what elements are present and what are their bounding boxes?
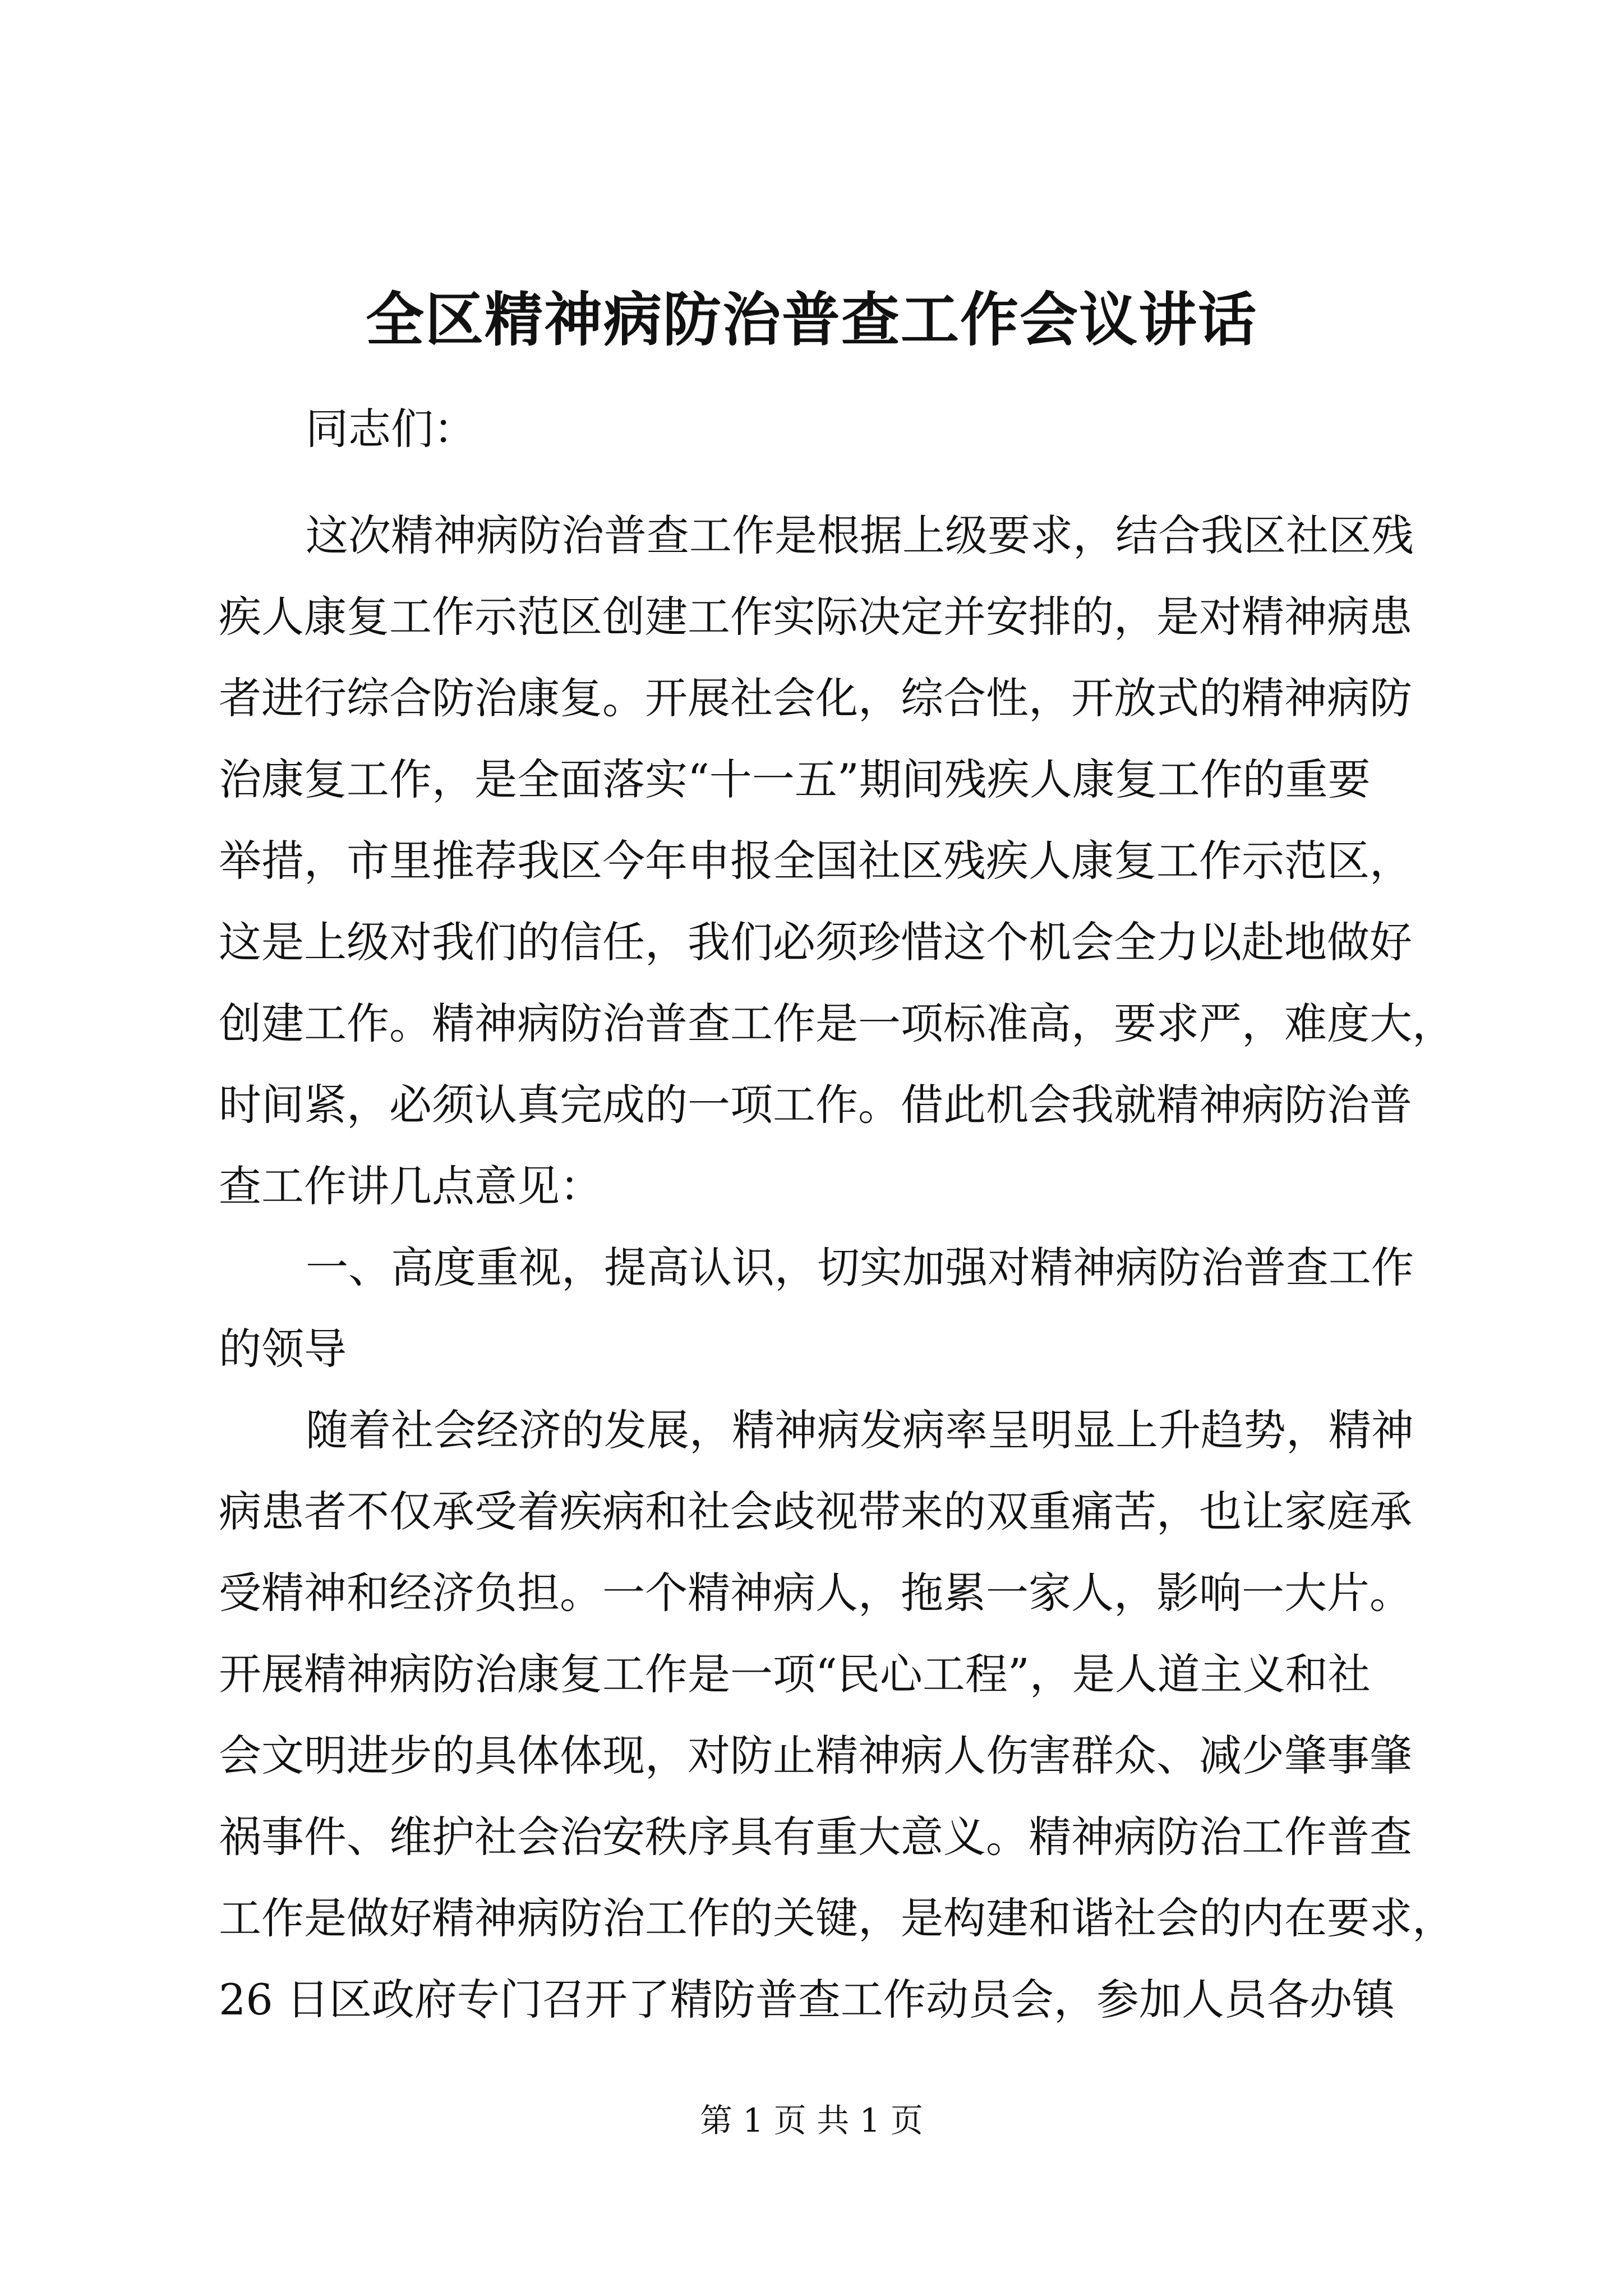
body-line: 时间紧，必须认真完成的一项工作。借此机会我就精神病防治普 [219,1080,1412,1130]
document-title: 全区精神病防治普查工作会议讲话 [365,285,1257,354]
page-footer: 第 1 页 共 1 页 [700,2101,923,2139]
body-line: 会文明进步的具体体现，对防止精神病人伤害群众、减少肇事肇 [219,1731,1412,1780]
body-line: 疾人康复工作示范区创建工作实际决定并安排的，是对精神病患 [219,592,1412,642]
salutation-line: 同志们： [306,404,476,454]
body-line: 病患者不仅承受着疾病和社会歧视带来的双重痛苦，也让家庭承 [219,1487,1412,1536]
body-line: 随着社会经济的发展，精神病发病率呈明显上升趋势，精神 [306,1405,1414,1455]
body-line: 者进行综合防治康复。开展社会化，综合性，开放式的精神病防 [219,673,1412,723]
body-line: 创建工作。精神病防治普查工作是一项标准高，要求严，难度大， [219,999,1455,1048]
body-line: 26 日区政府专门召开了精防普查工作动员会，参加人员各办镇 [219,1975,1395,2024]
body-line: 这次精神病防治普查工作是根据上级要求，结合我区社区残 [306,510,1414,560]
body-line: 这是上级对我们的信任，我们必须珍惜这个机会全力以赴地做好 [219,917,1412,967]
body-line: 工作是做好精神病防治工作的关键，是构建和谐社会的内在要求， [219,1893,1455,1943]
body-line: 开展精神病防治康复工作是一项“民心工程”，是人道主义和社 [219,1649,1371,1699]
body-line: 受精神和经济负担。一个精神病人，拖累一家人，影响一大片。 [219,1568,1412,1618]
body-line: 祸事件、维护社会治安秩序具有重大意义。精神病防治工作普查 [219,1812,1412,1862]
body-line: 查工作讲几点意见： [219,1161,602,1211]
section-heading-line: 一、高度重视，提高认识，切实加强对精神病防治普查工作 [306,1243,1414,1292]
section-heading-line: 的领导 [219,1324,347,1374]
body-line: 举措，市里推荐我区今年申报全国社区残疾人康复工作示范区， [219,836,1412,886]
body-line: 治康复工作，是全面落实“十一五”期间残疾人康复工作的重要 [219,754,1371,804]
